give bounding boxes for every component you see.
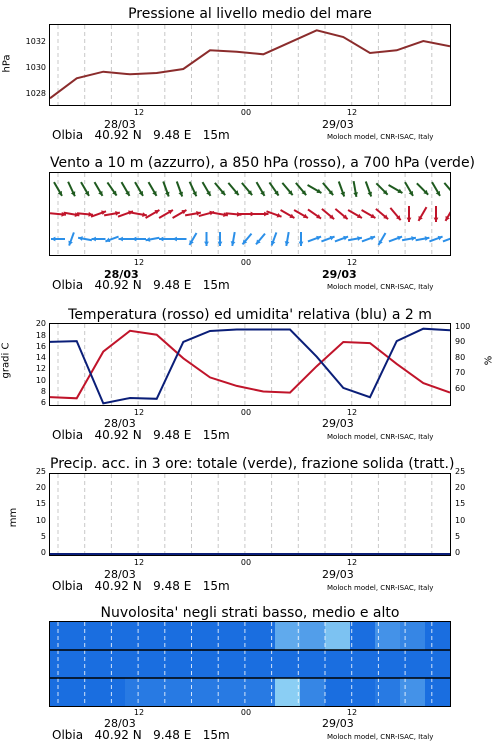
precip-title: Precip. acc. in 3 ore: totale (verde), frazione solida (tratt.) [50, 456, 455, 472]
location-name: Olbia [52, 128, 84, 142]
cloud-cell [200, 650, 226, 678]
temp-chart-svg [50, 324, 450, 405]
location-alt: 15m [202, 128, 230, 142]
location-label [52, 728, 230, 742]
location-lon: 9.48 E [153, 728, 192, 742]
x-tick: 00 [240, 558, 252, 567]
location-alt: 15m [202, 728, 230, 742]
cloud-cell [425, 622, 450, 650]
temp-ytick: 16 [35, 341, 46, 351]
cloud-cell [50, 650, 76, 678]
cloud-cell [400, 622, 426, 650]
cloud-cell [325, 678, 351, 706]
date-label: 29/03 [322, 268, 357, 281]
x-tick: 12 [346, 408, 358, 417]
cloud-cell [275, 622, 301, 650]
credit-label: Moloch model, CNR-ISAC, Italy [327, 733, 434, 741]
location-lon: 9.48 E [153, 579, 192, 593]
precip-ytick: 15 [35, 499, 46, 509]
location-label [52, 428, 230, 442]
precip-plot [49, 473, 451, 556]
location-alt: 15m [202, 579, 230, 593]
x-tick: 12 [346, 258, 358, 267]
x-tick: 12 [133, 258, 145, 267]
cloud-cell [325, 622, 351, 650]
cloud-title: Nuvolosita' negli strati basso, medio e alto [100, 605, 400, 621]
x-tick: 12 [133, 558, 145, 567]
temp-ytick: 14 [35, 353, 46, 362]
precip-ylabel: mm [8, 507, 20, 528]
humidity-ylabel: % [483, 355, 495, 366]
credit-label: Moloch model, CNR-ISAC, Italy [327, 133, 434, 141]
wind-arrow-head [132, 237, 136, 242]
wind-arrow-head [434, 218, 439, 222]
cloud-cell [325, 650, 351, 678]
cloud-cell [425, 650, 450, 678]
cloud-plot [49, 621, 451, 707]
precip-ytick: 0 [455, 548, 461, 557]
date-label: 28/03 [104, 417, 136, 430]
location-alt: 15m [202, 428, 230, 442]
location-name: Olbia [52, 428, 84, 442]
x-tick: 12 [133, 708, 145, 717]
wind-chart-svg [50, 173, 450, 255]
pressure-chart-svg [50, 25, 450, 105]
location-label [52, 128, 230, 142]
precip-ytick: 20 [455, 483, 466, 493]
cloud-cell [350, 622, 376, 650]
humidity-line [50, 329, 450, 404]
wind-arrow-head [407, 218, 412, 222]
cloud-cell [275, 650, 301, 678]
cloud-cell [425, 678, 450, 706]
cloud-cell [350, 678, 376, 706]
cloud-cell [50, 678, 76, 706]
x-tick: 12 [133, 408, 145, 417]
cloud-cell [175, 678, 201, 706]
wind-arrow-head [92, 237, 96, 242]
precip-ytick: 10 [35, 515, 46, 525]
x-tick: 12 [133, 108, 145, 117]
wind-arrow [444, 183, 450, 195]
cloud-cell [225, 678, 251, 706]
precip-ytick: 10 [455, 515, 466, 525]
location-lat: 40.92 N [94, 128, 142, 142]
precip-ytick: 15 [455, 499, 466, 509]
cloud-cell [175, 650, 201, 678]
temperature-line [50, 331, 450, 399]
pressure-title: Pressione al livello medio del mare [128, 6, 372, 22]
x-tick: 00 [240, 258, 252, 267]
location-lat: 40.92 N [94, 728, 142, 742]
cloud-cell [150, 650, 176, 678]
humidity-ytick: 100 [455, 321, 471, 331]
pressure-plot [49, 24, 451, 106]
wind-panel [0, 150, 500, 300]
cloud-cell [75, 678, 101, 706]
credit-label: Moloch model, CNR-ISAC, Italy [327, 584, 434, 592]
cloud-panel [0, 600, 500, 750]
cloud-cell [50, 622, 76, 650]
x-tick: 12 [346, 558, 358, 567]
cloud-cell [150, 678, 176, 706]
location-name: Olbia [52, 278, 84, 292]
wind-arrow-head [173, 237, 177, 242]
cloud-cell [400, 650, 426, 678]
precip-ytick: 25 [35, 467, 46, 476]
cloud-cell [100, 622, 126, 650]
cloud-cell [225, 650, 251, 678]
cloud-cell [200, 622, 226, 650]
wind-arrow-head [51, 237, 55, 242]
precip-panel [0, 450, 500, 600]
pressure-panel [0, 0, 500, 150]
cloud-chart-svg [50, 622, 450, 706]
cloud-cell [75, 650, 101, 678]
pressure-ytick: 1028 [25, 89, 46, 98]
precip-ytick: 5 [455, 531, 461, 541]
temp-ytick: 12 [35, 364, 46, 374]
location-lon: 9.48 E [153, 128, 192, 142]
x-tick: 00 [240, 408, 252, 417]
pressure-ytick: 1032 [25, 37, 46, 46]
location-lat: 40.92 N [94, 428, 142, 442]
wind-title: Vento a 10 m (azzurro), a 850 hPa (rosso), a 700 hPa (verde) [50, 155, 476, 171]
humidity-ytick: 60 [455, 383, 466, 393]
location-label [52, 278, 230, 292]
location-alt: 15m [202, 278, 230, 292]
x-tick: 00 [240, 708, 252, 717]
location-name: Olbia [52, 728, 84, 742]
cloud-cell [75, 622, 101, 650]
date-label: 29/03 [322, 568, 354, 581]
cloud-cell [150, 622, 176, 650]
pressure-ytick: 1030 [25, 63, 46, 72]
cloud-cell [175, 622, 201, 650]
cloud-cell [300, 678, 326, 706]
location-label [52, 579, 230, 593]
date-label: 28/03 [104, 717, 136, 730]
precip-ytick: 0 [40, 548, 46, 557]
precip-ytick: 20 [35, 483, 46, 493]
date-label: 28/03 [104, 118, 136, 131]
location-lon: 9.48 E [153, 278, 192, 292]
location-name: Olbia [52, 579, 84, 593]
temp-title: Temperatura (rosso) ed umidita' relativa (blu) a 2 m [68, 307, 432, 323]
cloud-cell [100, 650, 126, 678]
location-lat: 40.92 N [94, 278, 142, 292]
date-label: 29/03 [322, 417, 354, 430]
wind-arrow-head [299, 242, 304, 246]
temp-ytick: 6 [40, 398, 46, 407]
date-label: 29/03 [322, 118, 354, 131]
pressure-ylabel: hPa [1, 54, 13, 73]
cloud-cell [400, 678, 426, 706]
date-label: 28/03 [104, 268, 139, 281]
wind-arrow [443, 237, 450, 242]
x-tick: 00 [240, 108, 252, 117]
precip-ytick: 25 [455, 467, 466, 476]
cloud-cell [100, 678, 126, 706]
pressure-line [50, 30, 450, 98]
wind-arrow-head [204, 242, 209, 246]
temp-ytick: 18 [35, 330, 46, 340]
wind-arrow-head [119, 237, 123, 242]
credit-label: Moloch model, CNR-ISAC, Italy [327, 433, 434, 441]
temp-ytick: 8 [40, 386, 46, 396]
temp-ytick: 10 [35, 375, 46, 385]
date-label: 28/03 [104, 568, 136, 581]
temp-panel [0, 300, 500, 450]
wind-arrow-head [159, 237, 163, 242]
location-lon: 9.48 E [153, 428, 192, 442]
credit-label: Moloch model, CNR-ISAC, Italy [327, 283, 434, 291]
humidity-ytick: 80 [455, 352, 466, 362]
temp-ylabel: gradi C [0, 342, 12, 379]
cloud-cell [350, 650, 376, 678]
temp-plot [49, 323, 451, 406]
humidity-ytick: 90 [455, 337, 466, 347]
humidity-ytick: 70 [455, 368, 466, 378]
temp-ytick: 20 [35, 319, 46, 329]
cloud-cell [275, 678, 301, 706]
cloud-cell [225, 622, 251, 650]
x-tick: 12 [346, 708, 358, 717]
cloud-cell [300, 622, 326, 650]
precip-chart-svg [50, 474, 450, 555]
cloud-cell [200, 678, 226, 706]
precip-ytick: 5 [40, 531, 46, 541]
location-lat: 40.92 N [94, 579, 142, 593]
date-label: 29/03 [322, 717, 354, 730]
wind-plot [49, 172, 451, 256]
cloud-cell [300, 650, 326, 678]
x-tick: 12 [346, 108, 358, 117]
